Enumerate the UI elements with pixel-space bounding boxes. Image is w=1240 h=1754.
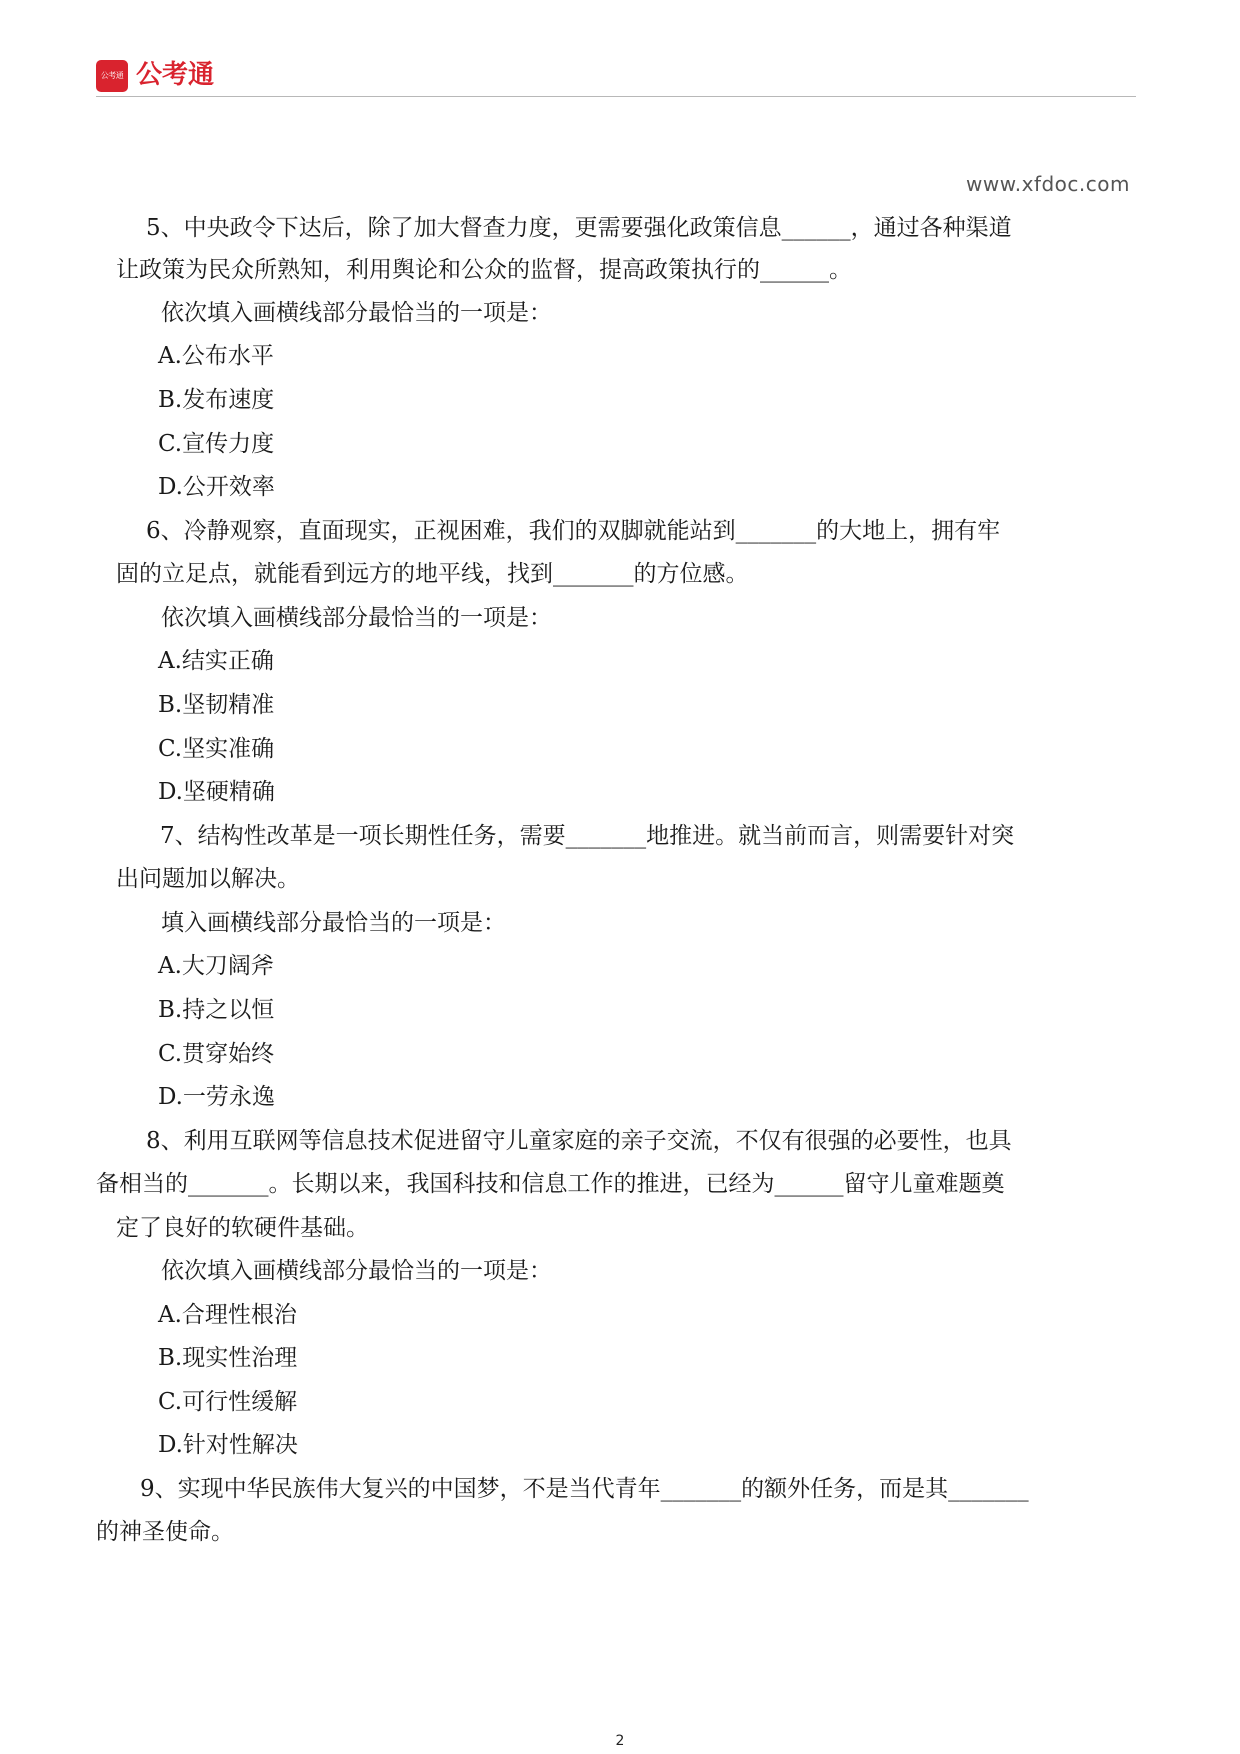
q7-prompt: 填入画横线部分最恰当的一项是： bbox=[161, 910, 506, 936]
q8-line-3: 定了良好的软硬件基础。 bbox=[116, 1215, 369, 1241]
q6-prompt: 依次填入画横线部分最恰当的一项是： bbox=[161, 605, 552, 631]
q7-option-b: B.持之以恒 bbox=[158, 997, 275, 1023]
q7-option-c: C.贯穿始终 bbox=[158, 1041, 275, 1067]
q5-line-1: 5、中央政令下达后，除了加大督查力度，更需要强化政策信息______，通过各种渠道 bbox=[146, 215, 1012, 241]
q7-line-1: 7、结构性改革是一项长期性任务，需要_______地推进。就当前而言，则需要针对突 bbox=[160, 823, 1015, 849]
q8-prompt: 依次填入画横线部分最恰当的一项是： bbox=[161, 1258, 552, 1284]
q5-option-a: A.公布水平 bbox=[158, 343, 274, 369]
q6-option-b: B.坚韧精准 bbox=[158, 692, 275, 718]
q7-line-2: 出问题加以解决。 bbox=[116, 866, 300, 892]
logo-text: 公考通 bbox=[136, 60, 215, 90]
q6-option-c: C.坚实准确 bbox=[158, 736, 275, 762]
q5-option-b: B.发布速度 bbox=[158, 387, 275, 413]
q7-option-d: D.一劳永逸 bbox=[158, 1084, 275, 1110]
q5-option-c: C.宣传力度 bbox=[158, 431, 275, 457]
q8-option-a: A.合理性根治 bbox=[158, 1302, 297, 1328]
q6-option-d: D.坚硬精确 bbox=[158, 779, 275, 805]
page-header bbox=[96, 56, 1136, 97]
q5-option-d: D.公开效率 bbox=[158, 474, 275, 500]
q9-line-2: 的神圣使命。 bbox=[96, 1519, 234, 1545]
q9-line-1: 9、实现中华民族伟大复兴的中国梦，不是当代青年_______的额外任务，而是其_______ bbox=[140, 1476, 1029, 1502]
q6-line-2: 固的立足点，就能看到远方的地平线，找到_______的方位感。 bbox=[116, 561, 749, 587]
q5-prompt: 依次填入画横线部分最恰当的一项是： bbox=[161, 300, 552, 326]
q6-line-1: 6、冷静观察，直面现实，正视困难，我们的双脚就能站到_______的大地上，拥有牢 bbox=[146, 518, 1001, 544]
q5-line-2: 让政策为民众所熟知，利用舆论和公众的监督，提高政策执行的______。 bbox=[116, 257, 852, 283]
q8-line-2: 备相当的_______。长期以来，我国科技和信息工作的推进，已经为______留守儿童难题奠 bbox=[96, 1171, 1005, 1197]
page-number: 2 bbox=[615, 1733, 625, 1749]
watermark: www.xfdoc.com bbox=[966, 172, 1130, 196]
q8-line-1: 8、利用互联网等信息技术促进留守儿童家庭的亲子交流，不仅有很强的必要性，也具 bbox=[146, 1128, 1012, 1154]
q7-option-a: A.大刀阔斧 bbox=[158, 953, 274, 979]
logo-badge: 公考通 bbox=[96, 60, 128, 92]
q6-option-a: A.结实正确 bbox=[158, 648, 274, 674]
q8-option-b: B.现实性治理 bbox=[158, 1345, 298, 1371]
q8-option-c: C.可行性缓解 bbox=[158, 1389, 298, 1415]
q8-option-d: D.针对性解决 bbox=[158, 1432, 298, 1458]
